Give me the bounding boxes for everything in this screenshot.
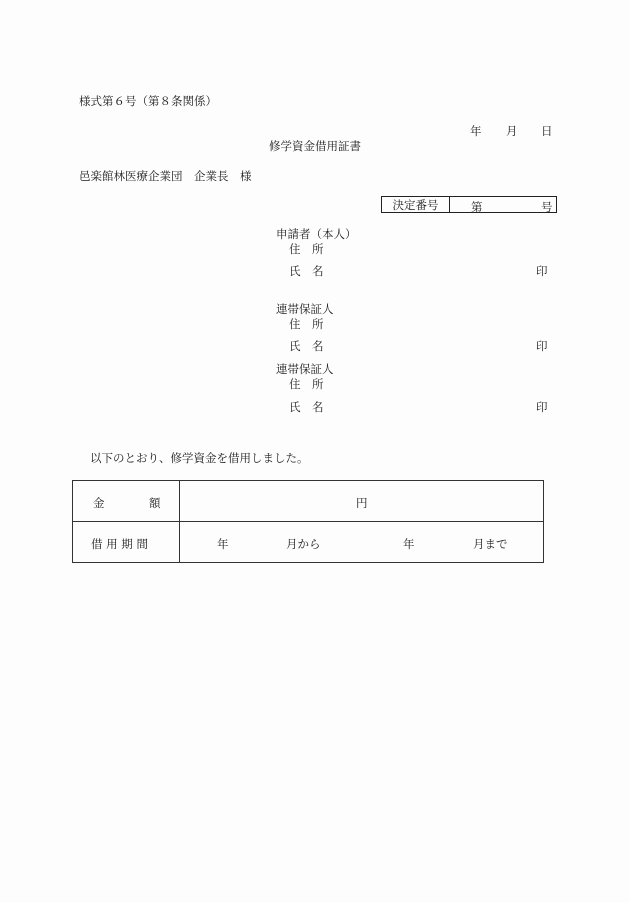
period-label-cell — [73, 522, 180, 563]
period-value-cell — [180, 522, 544, 563]
guarantor1-seal-mark: 印 — [536, 339, 548, 353]
amount-label-cell — [73, 481, 180, 522]
loan-details-table — [72, 480, 544, 563]
applicant-seal-mark: 印 — [536, 264, 548, 278]
addressee: 邑楽館林医療企業団 企業長 様 — [79, 169, 252, 183]
guarantor2-name-label: 氏 名 — [289, 400, 324, 414]
document-title: 修学資金借用証書 — [269, 139, 361, 153]
decision-number-prefix: 第 — [471, 200, 483, 214]
date-day: 日 — [541, 124, 553, 138]
period-end-year: 年 — [403, 537, 415, 551]
decision-number-box — [381, 196, 557, 213]
decision-number-suffix: 号 — [541, 200, 553, 214]
decision-number-value — [450, 197, 556, 212]
decision-number-label: 決定番号 — [382, 197, 450, 212]
date-year: 年 — [470, 124, 482, 138]
guarantor1-address-label: 住 所 — [289, 317, 324, 331]
period-row — [73, 522, 544, 563]
form-number: 様式第６号（第８条関係） — [79, 94, 217, 108]
guarantor2-seal-mark: 印 — [536, 400, 548, 414]
amount-label-a: 金 — [93, 496, 105, 510]
guarantor1-name-label: 氏 名 — [289, 339, 324, 353]
guarantor1-heading: 連帯保証人 — [276, 302, 334, 316]
loan-statement: 以下のとおり、修学資金を借用しました。 — [90, 451, 309, 465]
period-end-month: 月まで — [473, 537, 508, 551]
period-start-year: 年 — [217, 537, 229, 551]
date-month: 月 — [506, 124, 518, 138]
amount-label-b: 額 — [149, 496, 161, 510]
amount-unit: 円 — [356, 496, 368, 510]
guarantor2-address-label: 住 所 — [289, 377, 324, 391]
applicant-heading: 申請者（本人） — [276, 227, 357, 241]
period-label: 借 用 期 間 — [91, 537, 148, 551]
applicant-name-label: 氏 名 — [289, 264, 324, 278]
amount-row — [73, 481, 544, 522]
amount-value-cell — [180, 481, 544, 522]
period-start-month: 月から — [286, 537, 321, 551]
guarantor2-heading: 連帯保証人 — [276, 362, 334, 376]
applicant-address-label: 住 所 — [289, 242, 324, 256]
